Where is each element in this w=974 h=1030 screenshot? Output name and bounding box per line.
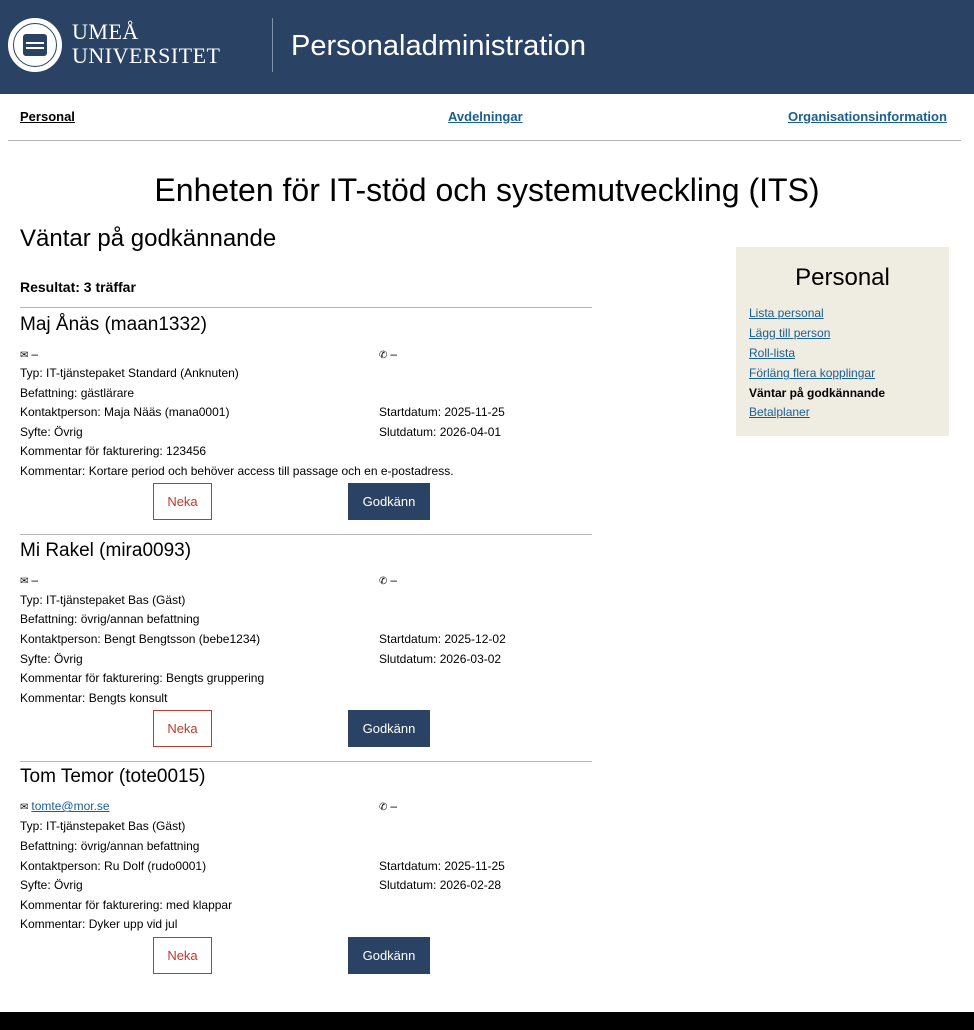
deny-button[interactable]: Neka — [153, 710, 212, 747]
nav-link-personal[interactable]: Personal — [20, 109, 75, 124]
entry-type: Typ: IT-tjänstepaket Bas (Gäst) — [20, 593, 186, 607]
entry-name: Tom Temor (tote0015) — [20, 766, 206, 787]
entry-purpose: Syfte: Övrig — [20, 425, 83, 439]
deny-button[interactable]: Neka — [153, 483, 212, 520]
sidebar-item-roll-lista[interactable]: Roll-lista — [749, 346, 796, 360]
entry-phone — [379, 573, 397, 589]
entry-comment: Kommentar: Dyker upp vid jul — [20, 917, 178, 931]
entry-start-date: Startdatum: 2025-12-02 — [379, 632, 506, 646]
sidebar-item-lista-personal[interactable]: Lista personal — [749, 306, 824, 320]
entry-billing-comment: Kommentar för fakturering: Bengts gruppering — [20, 671, 265, 685]
entry-phone-value: – — [390, 573, 398, 587]
entry-comment: Kommentar: Kortare period och behöver access till passage och en e-postadress. — [20, 464, 454, 478]
result-count: Resultat: 3 träffar — [20, 279, 136, 295]
entry-phone-value: – — [390, 799, 398, 813]
entry-type: Typ: IT-tjänstepaket Standard (Anknuten) — [20, 366, 239, 380]
entry-email-value: – — [31, 347, 39, 361]
approve-button[interactable]: Godkänn — [348, 710, 430, 747]
entry-start-date: Startdatum: 2025-11-25 — [379, 859, 505, 873]
logo-line-1: UMEÅ — [72, 19, 139, 44]
entry-email — [20, 573, 38, 589]
approve-button[interactable]: Godkänn — [348, 937, 430, 974]
entry-position: Befattning: övrig/annan befattning — [20, 612, 200, 626]
entry-phone — [379, 347, 397, 363]
entry-contact: Kontaktperson: Ru Dolf (rudo0001) — [20, 859, 207, 873]
entry-end-date: Slutdatum: 2026-04-01 — [379, 425, 502, 439]
entry-billing-comment: Kommentar för fakturering: med klappar — [20, 898, 233, 912]
entry-end-date: Slutdatum: 2026-03-02 — [379, 652, 502, 666]
phone-icon: ✆ — [379, 350, 388, 361]
seal-emblem-line — [26, 42, 44, 44]
entry-comment: Kommentar: Bengts konsult — [20, 691, 168, 705]
university-seal-icon[interactable] — [8, 18, 62, 72]
logo-line-2: UNIVERSITET — [72, 43, 221, 68]
entry-name: Maj Ånäs (maan1332) — [20, 314, 207, 335]
entry-end-date: Slutdatum: 2026-02-28 — [379, 878, 502, 892]
entry-phone — [379, 799, 397, 815]
nav-link-organisationsinformation[interactable]: Organisationsinformation — [788, 109, 947, 124]
header-divider — [272, 18, 273, 72]
sidebar-item-betalplaner[interactable]: Betalplaner — [749, 405, 810, 419]
sidebar-personal — [736, 247, 949, 436]
entry-email — [20, 347, 38, 363]
page-footer — [0, 1012, 974, 1030]
entry-email-link[interactable]: tomte@mor.se — [31, 799, 110, 813]
entry-email-value: – — [31, 573, 39, 587]
sidebar-item-vantar-pa-godkannande: Väntar på godkännande — [749, 386, 886, 400]
nav-divider — [8, 140, 961, 141]
envelope-icon: ✉ — [20, 350, 29, 361]
phone-icon: ✆ — [379, 802, 388, 813]
nav-link-avdelningar[interactable]: Avdelningar — [448, 109, 523, 124]
seal-emblem — [23, 34, 47, 56]
entry-contact: Kontaktperson: Bengt Bengtsson (bebe1234) — [20, 632, 261, 646]
entry-purpose: Syfte: Övrig — [20, 878, 83, 892]
sidebar-title: Personal — [795, 264, 890, 291]
university-logo-text[interactable] — [72, 20, 220, 68]
entry-name: Mi Rakel (mira0093) — [20, 540, 192, 561]
entry-position: Befattning: övrig/annan befattning — [20, 839, 200, 853]
entry-divider — [20, 534, 592, 535]
seal-emblem-line — [26, 47, 44, 49]
envelope-icon: ✉ — [20, 802, 29, 813]
entry-purpose: Syfte: Övrig — [20, 652, 83, 666]
entry-position: Befattning: gästlärare — [20, 386, 135, 400]
sidebar-item-lagg-till-person[interactable]: Lägg till person — [749, 326, 831, 340]
entry-billing-comment: Kommentar för fakturering: 123456 — [20, 444, 207, 458]
phone-icon: ✆ — [379, 576, 388, 587]
app-title: Personaladministration — [291, 30, 586, 62]
entry-contact: Kontaktperson: Maja Nääs (mana0001) — [20, 405, 230, 419]
page-title: Enheten för IT-stöd och systemutveckling (ITS) — [154, 172, 820, 208]
approve-button[interactable]: Godkänn — [348, 483, 430, 520]
site-header — [0, 0, 974, 94]
sidebar-item-forlang-kopplingar[interactable]: Förläng flera kopplingar — [749, 366, 876, 380]
deny-button[interactable]: Neka — [153, 937, 212, 974]
page-subtitle: Väntar på godkännande — [20, 225, 277, 252]
entry-divider — [20, 307, 592, 308]
entry-email — [20, 799, 110, 815]
envelope-icon: ✉ — [20, 576, 29, 587]
entry-start-date: Startdatum: 2025-11-25 — [379, 405, 505, 419]
entry-phone-value: – — [390, 347, 398, 361]
entry-divider — [20, 761, 592, 762]
entry-type: Typ: IT-tjänstepaket Bas (Gäst) — [20, 819, 186, 833]
